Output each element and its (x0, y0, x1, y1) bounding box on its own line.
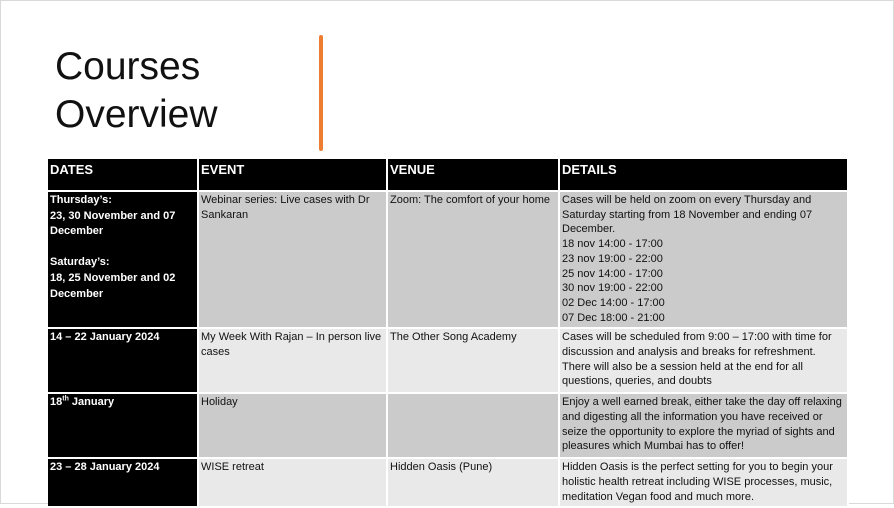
row-event: WISE retreat (198, 458, 387, 507)
dates-line: December (50, 225, 104, 238)
title-line-1: Courses (55, 45, 201, 88)
table-row (48, 393, 848, 458)
table-row (48, 328, 848, 393)
row-dates (48, 191, 198, 328)
details-text: Cases will be held on zoom on every Thursday and Saturday starting from 18 November and ending 07 December. (562, 194, 813, 236)
row-event: My Week With Rajan – In person live cases (198, 328, 387, 393)
courses-table (48, 159, 849, 508)
dates-suffix: th (62, 395, 69, 403)
dates-line: December (50, 287, 104, 300)
session-time: 30 nov 19:00 - 22:00 (562, 282, 663, 295)
row-venue: Zoom: The comfort of your home (387, 191, 559, 328)
dates-month: January (71, 396, 115, 409)
session-time: 07 Dec 18:00 - 21:00 (562, 311, 665, 324)
row-dates: 23 – 28 January 2024 (48, 458, 198, 507)
dates-gap (50, 240, 195, 255)
dates-line: Saturday’s: (50, 256, 110, 269)
header-venue: VENUE (387, 159, 559, 191)
row-venue (387, 393, 559, 458)
dates-line: Thursday’s: (50, 194, 112, 206)
session-time: 23 nov 19:00 - 22:00 (562, 252, 663, 265)
table-header-row (48, 159, 848, 191)
session-time: 18 nov 14:00 - 17:00 (562, 238, 663, 251)
row-venue: The Other Song Academy (387, 328, 559, 393)
accent-divider (319, 35, 323, 151)
row-event: Webinar series: Live cases with Dr Sankaran (198, 191, 387, 328)
session-time: 25 nov 14:00 - 17:00 (562, 267, 663, 280)
dates-day: 18 (50, 396, 63, 409)
row-dates: 14 – 22 January 2024 (48, 328, 198, 393)
session-time: 02 Dec 14:00 - 17:00 (562, 296, 665, 309)
row-details (559, 191, 848, 328)
row-details: Cases will be scheduled from 9:00 – 17:00 with time for discussion and analysis and breaks for refreshment. There will also be a session held at the end for all questions, queries, and doubts (559, 328, 848, 393)
table-row (48, 191, 848, 328)
row-venue: Hidden Oasis (Pune) (387, 458, 559, 507)
table-row (48, 458, 848, 507)
header-details: DETAILS (559, 159, 848, 191)
title-line-2: Overview (55, 93, 218, 136)
row-details: Enjoy a well earned break, either take the day off relaxing and digesting all the information you have received or seize the opportunity to explore the myriad of sights and pleasures which Mumbai has to offer! (559, 393, 848, 458)
header-dates: DATES (48, 159, 198, 191)
slide-title (55, 43, 218, 139)
row-dates (48, 393, 198, 458)
header-event: EVENT (198, 159, 387, 191)
row-details: Hidden Oasis is the perfect setting for you to begin your holistic health retreat including WISE processes, music, meditation Vegan food and much more. (559, 458, 848, 507)
dates-line: 18, 25 November and 02 (50, 271, 176, 284)
row-event: Holiday (198, 393, 387, 458)
dates-line: 23, 30 November and 07 (50, 209, 176, 222)
